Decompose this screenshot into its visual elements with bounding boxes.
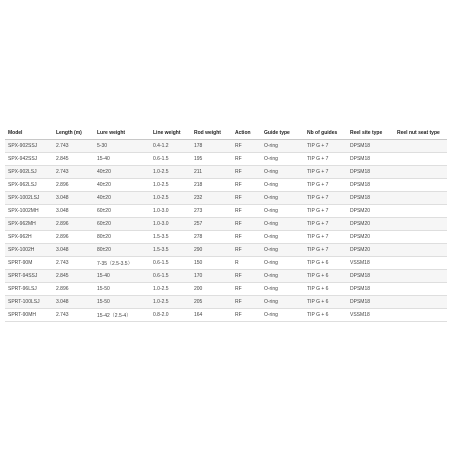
table-row — [5, 257, 447, 270]
table-row — [5, 270, 447, 283]
cell-model: SPX-1002H — [5, 244, 53, 257]
cell-reel-site-type: DPSM18 — [347, 270, 394, 283]
col-header-line-weight: Line weight — [150, 126, 191, 140]
cell-model: SPX-1002LSJ — [5, 192, 53, 205]
cell-line-weight: 0.6-1.5 — [150, 153, 191, 166]
cell-line-weight: 1.0-3.0 — [150, 205, 191, 218]
cell-reel-site-type: DPSM20 — [347, 244, 394, 257]
cell-length: 2.743 — [53, 309, 94, 322]
cell-reel-nut-seat-type — [394, 218, 447, 231]
cell-action: R — [232, 257, 261, 270]
cell-nb-of-guides: TIP G + 6 — [304, 257, 347, 270]
cell-guide-type: O-ring — [261, 283, 304, 296]
cell-rod-weight: 218 — [191, 179, 232, 192]
cell-line-weight: 0.6-1.5 — [150, 270, 191, 283]
cell-length: 2.845 — [53, 153, 94, 166]
cell-reel-nut-seat-type — [394, 140, 447, 153]
col-header-nb-of-guides: Nb of guides — [304, 126, 347, 140]
cell-line-weight: 0.8-2.0 — [150, 309, 191, 322]
cell-action: RF — [232, 270, 261, 283]
cell-action: RF — [232, 283, 261, 296]
cell-action: RF — [232, 231, 261, 244]
cell-reel-nut-seat-type — [394, 153, 447, 166]
table-row — [5, 166, 447, 179]
cell-line-weight: 1.5-3.5 — [150, 244, 191, 257]
cell-reel-site-type: DPSM18 — [347, 166, 394, 179]
cell-lure-weight: 80±20 — [94, 231, 150, 244]
cell-reel-site-type: DPSM20 — [347, 231, 394, 244]
cell-reel-site-type: VSSM18 — [347, 257, 394, 270]
cell-length: 2.743 — [53, 140, 94, 153]
cell-reel-nut-seat-type — [394, 257, 447, 270]
cell-nb-of-guides: TIP G + 6 — [304, 309, 347, 322]
cell-rod-weight: 164 — [191, 309, 232, 322]
cell-rod-weight: 178 — [191, 140, 232, 153]
cell-nb-of-guides: TIP G + 7 — [304, 231, 347, 244]
cell-nb-of-guides: TIP G + 7 — [304, 179, 347, 192]
cell-reel-nut-seat-type — [394, 270, 447, 283]
cell-model: SPRT-90MH — [5, 309, 53, 322]
cell-action: RF — [232, 179, 261, 192]
cell-lure-weight: 7-35（2.5-3.5） — [94, 257, 150, 270]
table-row — [5, 140, 447, 153]
cell-reel-site-type: DPSM20 — [347, 218, 394, 231]
cell-model: SPX-942SSJ — [5, 153, 53, 166]
cell-action: RF — [232, 153, 261, 166]
cell-reel-nut-seat-type — [394, 192, 447, 205]
table-row — [5, 205, 447, 218]
cell-nb-of-guides: TIP G + 6 — [304, 296, 347, 309]
cell-guide-type: O-ring — [261, 205, 304, 218]
cell-reel-nut-seat-type — [394, 283, 447, 296]
cell-action: RF — [232, 205, 261, 218]
cell-length: 3.048 — [53, 205, 94, 218]
cell-rod-weight: 195 — [191, 153, 232, 166]
cell-guide-type: O-ring — [261, 309, 304, 322]
cell-nb-of-guides: TIP G + 6 — [304, 270, 347, 283]
cell-length: 2.743 — [53, 257, 94, 270]
cell-guide-type: O-ring — [261, 270, 304, 283]
header-row — [5, 126, 447, 140]
cell-guide-type: O-ring — [261, 179, 304, 192]
cell-action: RF — [232, 296, 261, 309]
cell-line-weight: 1.0-3.0 — [150, 218, 191, 231]
cell-lure-weight: 40±20 — [94, 166, 150, 179]
cell-guide-type: O-ring — [261, 166, 304, 179]
cell-action: RF — [232, 244, 261, 257]
cell-model: SPX-962LSJ — [5, 179, 53, 192]
cell-reel-nut-seat-type — [394, 244, 447, 257]
cell-length: 3.048 — [53, 244, 94, 257]
col-header-lure-weight: Lure weight — [94, 126, 150, 140]
cell-line-weight: 1.0-2.5 — [150, 283, 191, 296]
cell-rod-weight: 257 — [191, 218, 232, 231]
cell-model: SPX-962MH — [5, 218, 53, 231]
cell-line-weight: 0.4-1.2 — [150, 140, 191, 153]
cell-nb-of-guides: TIP G + 6 — [304, 283, 347, 296]
cell-rod-weight: 278 — [191, 231, 232, 244]
cell-reel-nut-seat-type — [394, 166, 447, 179]
cell-action: RF — [232, 192, 261, 205]
cell-lure-weight: 15-50 — [94, 296, 150, 309]
cell-lure-weight: 15-50 — [94, 283, 150, 296]
cell-reel-nut-seat-type — [394, 296, 447, 309]
col-header-reel-nut-seat-type: Reel nut seat type — [394, 126, 447, 140]
cell-reel-site-type: VSSM18 — [347, 309, 394, 322]
cell-guide-type: O-ring — [261, 140, 304, 153]
table-row — [5, 231, 447, 244]
cell-lure-weight: 15-42（2.5-4） — [94, 309, 150, 322]
cell-reel-site-type: DPSM18 — [347, 192, 394, 205]
cell-length: 2.896 — [53, 283, 94, 296]
cell-guide-type: O-ring — [261, 192, 304, 205]
cell-length: 2.896 — [53, 231, 94, 244]
cell-model: SPRT-96LSJ — [5, 283, 53, 296]
cell-lure-weight: 60±20 — [94, 218, 150, 231]
cell-reel-site-type: DPSM20 — [347, 205, 394, 218]
cell-line-weight: 0.6-1.5 — [150, 257, 191, 270]
cell-line-weight: 1.0-2.5 — [150, 179, 191, 192]
cell-guide-type: O-ring — [261, 153, 304, 166]
cell-model: SPX-902LSJ — [5, 166, 53, 179]
table-row — [5, 153, 447, 166]
col-header-guide-type: Guide type — [261, 126, 304, 140]
cell-nb-of-guides: TIP G + 7 — [304, 166, 347, 179]
cell-nb-of-guides: TIP G + 7 — [304, 192, 347, 205]
cell-nb-of-guides: TIP G + 7 — [304, 205, 347, 218]
col-header-action: Action — [232, 126, 261, 140]
cell-reel-site-type: DPSM18 — [347, 153, 394, 166]
cell-action: RF — [232, 309, 261, 322]
table-row — [5, 309, 447, 322]
cell-lure-weight: 40±20 — [94, 192, 150, 205]
cell-rod-weight: 290 — [191, 244, 232, 257]
cell-guide-type: O-ring — [261, 244, 304, 257]
cell-nb-of-guides: TIP G + 7 — [304, 244, 347, 257]
cell-line-weight: 1.5-3.5 — [150, 231, 191, 244]
cell-line-weight: 1.0-2.5 — [150, 296, 191, 309]
cell-model: SPX-1002MH — [5, 205, 53, 218]
cell-length: 2.743 — [53, 166, 94, 179]
table-row — [5, 244, 447, 257]
cell-length: 3.048 — [53, 192, 94, 205]
col-header-length: Length (m) — [53, 126, 94, 140]
cell-guide-type: O-ring — [261, 218, 304, 231]
cell-reel-nut-seat-type — [394, 309, 447, 322]
cell-line-weight: 1.0-2.5 — [150, 166, 191, 179]
col-header-reel-site-type: Reel site type — [347, 126, 394, 140]
cell-rod-weight: 232 — [191, 192, 232, 205]
cell-line-weight: 1.0-2.5 — [150, 192, 191, 205]
table-row — [5, 283, 447, 296]
cell-lure-weight: 80±20 — [94, 244, 150, 257]
col-header-model: Model — [5, 126, 53, 140]
cell-model: SPX-962H — [5, 231, 53, 244]
cell-length: 3.048 — [53, 296, 94, 309]
cell-rod-weight: 200 — [191, 283, 232, 296]
cell-rod-weight: 273 — [191, 205, 232, 218]
cell-model: SPX-902SSJ — [5, 140, 53, 153]
cell-length: 2.896 — [53, 179, 94, 192]
cell-action: RF — [232, 166, 261, 179]
cell-reel-nut-seat-type — [394, 205, 447, 218]
cell-nb-of-guides: TIP G + 7 — [304, 218, 347, 231]
cell-rod-weight: 211 — [191, 166, 232, 179]
col-header-rod-weight: Rod weight — [191, 126, 232, 140]
table-row — [5, 179, 447, 192]
cell-guide-type: O-ring — [261, 257, 304, 270]
cell-length: 2.845 — [53, 270, 94, 283]
cell-rod-weight: 170 — [191, 270, 232, 283]
cell-lure-weight: 40±20 — [94, 179, 150, 192]
cell-model: SPRT-94SSJ — [5, 270, 53, 283]
table-row — [5, 296, 447, 309]
cell-guide-type: O-ring — [261, 296, 304, 309]
cell-model: SPRT-100LSJ — [5, 296, 53, 309]
cell-lure-weight: 15-40 — [94, 153, 150, 166]
cell-reel-nut-seat-type — [394, 179, 447, 192]
cell-reel-site-type: DPSM18 — [347, 140, 394, 153]
cell-lure-weight: 5-30 — [94, 140, 150, 153]
cell-nb-of-guides: TIP G + 7 — [304, 153, 347, 166]
cell-nb-of-guides: TIP G + 7 — [304, 140, 347, 153]
table-row — [5, 192, 447, 205]
cell-action: RF — [232, 140, 261, 153]
cell-lure-weight: 60±20 — [94, 205, 150, 218]
table-header — [5, 126, 447, 140]
cell-reel-nut-seat-type — [394, 231, 447, 244]
cell-length: 2.896 — [53, 218, 94, 231]
cell-model: SPRT-90M — [5, 257, 53, 270]
rod-spec-table — [5, 126, 447, 322]
table-row — [5, 218, 447, 231]
table-body — [5, 140, 447, 322]
cell-action: RF — [232, 218, 261, 231]
cell-rod-weight: 150 — [191, 257, 232, 270]
cell-reel-site-type: DPSM18 — [347, 179, 394, 192]
cell-lure-weight: 15-40 — [94, 270, 150, 283]
cell-reel-site-type: DPSM18 — [347, 296, 394, 309]
cell-rod-weight: 205 — [191, 296, 232, 309]
cell-guide-type: O-ring — [261, 231, 304, 244]
cell-reel-site-type: DPSM18 — [347, 283, 394, 296]
